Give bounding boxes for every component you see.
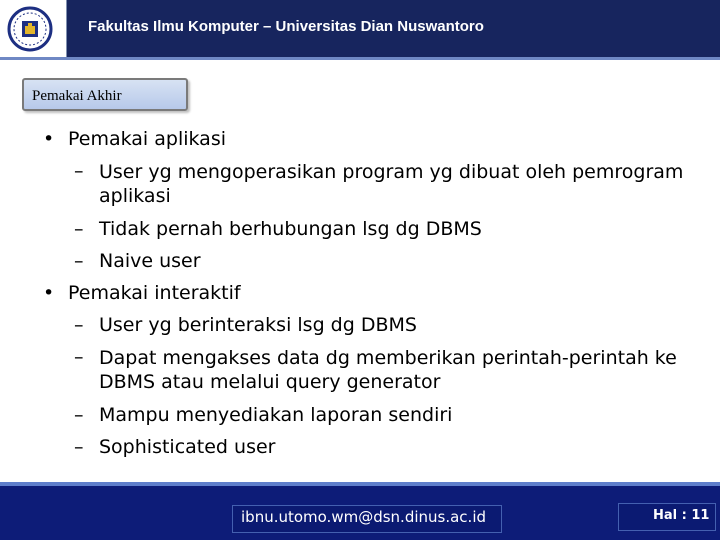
dash-icon: – [74,404,84,426]
footer-email: ibnu.utomo.wm@dsn.dinus.ac.id [241,508,487,526]
dash-icon: – [74,218,84,240]
slide-footer [0,486,720,540]
header-divider [0,57,720,60]
dash-icon: – [74,160,84,182]
bullet-icon: • [43,282,55,304]
dash-icon: – [74,250,84,272]
page-number: Hal : 11 [653,508,710,523]
logo-box [0,0,67,57]
footer-email-box [232,505,502,533]
bullet-icon: • [43,128,55,150]
dash-icon: – [74,436,84,458]
list-item-text: Pemakai interaktif [68,282,241,304]
header-title: Fakultas Ilmu Komputer – Universitas Dian Nuswantoro [88,18,484,35]
section-label: Pemakai Akhir [32,88,122,104]
slide-header [0,0,720,57]
list-item-text: Pemakai aplikasi [68,128,227,150]
section-tag [22,78,188,111]
footer-page-box [618,503,716,531]
list-item-text: Tidak pernah berhubungan lsg dg DBMS [99,218,482,240]
list-item-text: User yg berinteraksi lsg dg DBMS [99,314,417,336]
list-item-text: User yg mengoperasikan program yg dibuat oleh pemrogram aplikasi [99,161,684,207]
university-logo-icon [7,6,53,52]
list-item-text: Naive user [99,250,201,272]
list-item-text: Mampu menyediakan laporan sendiri [99,404,453,426]
dash-icon: – [74,314,84,336]
list-item-text: Dapat mengakses data dg memberikan perintah-perintah ke DBMS atau melalui query generator [99,347,677,393]
list-item-text: Sophisticated user [99,436,276,458]
dash-icon: – [74,346,84,368]
